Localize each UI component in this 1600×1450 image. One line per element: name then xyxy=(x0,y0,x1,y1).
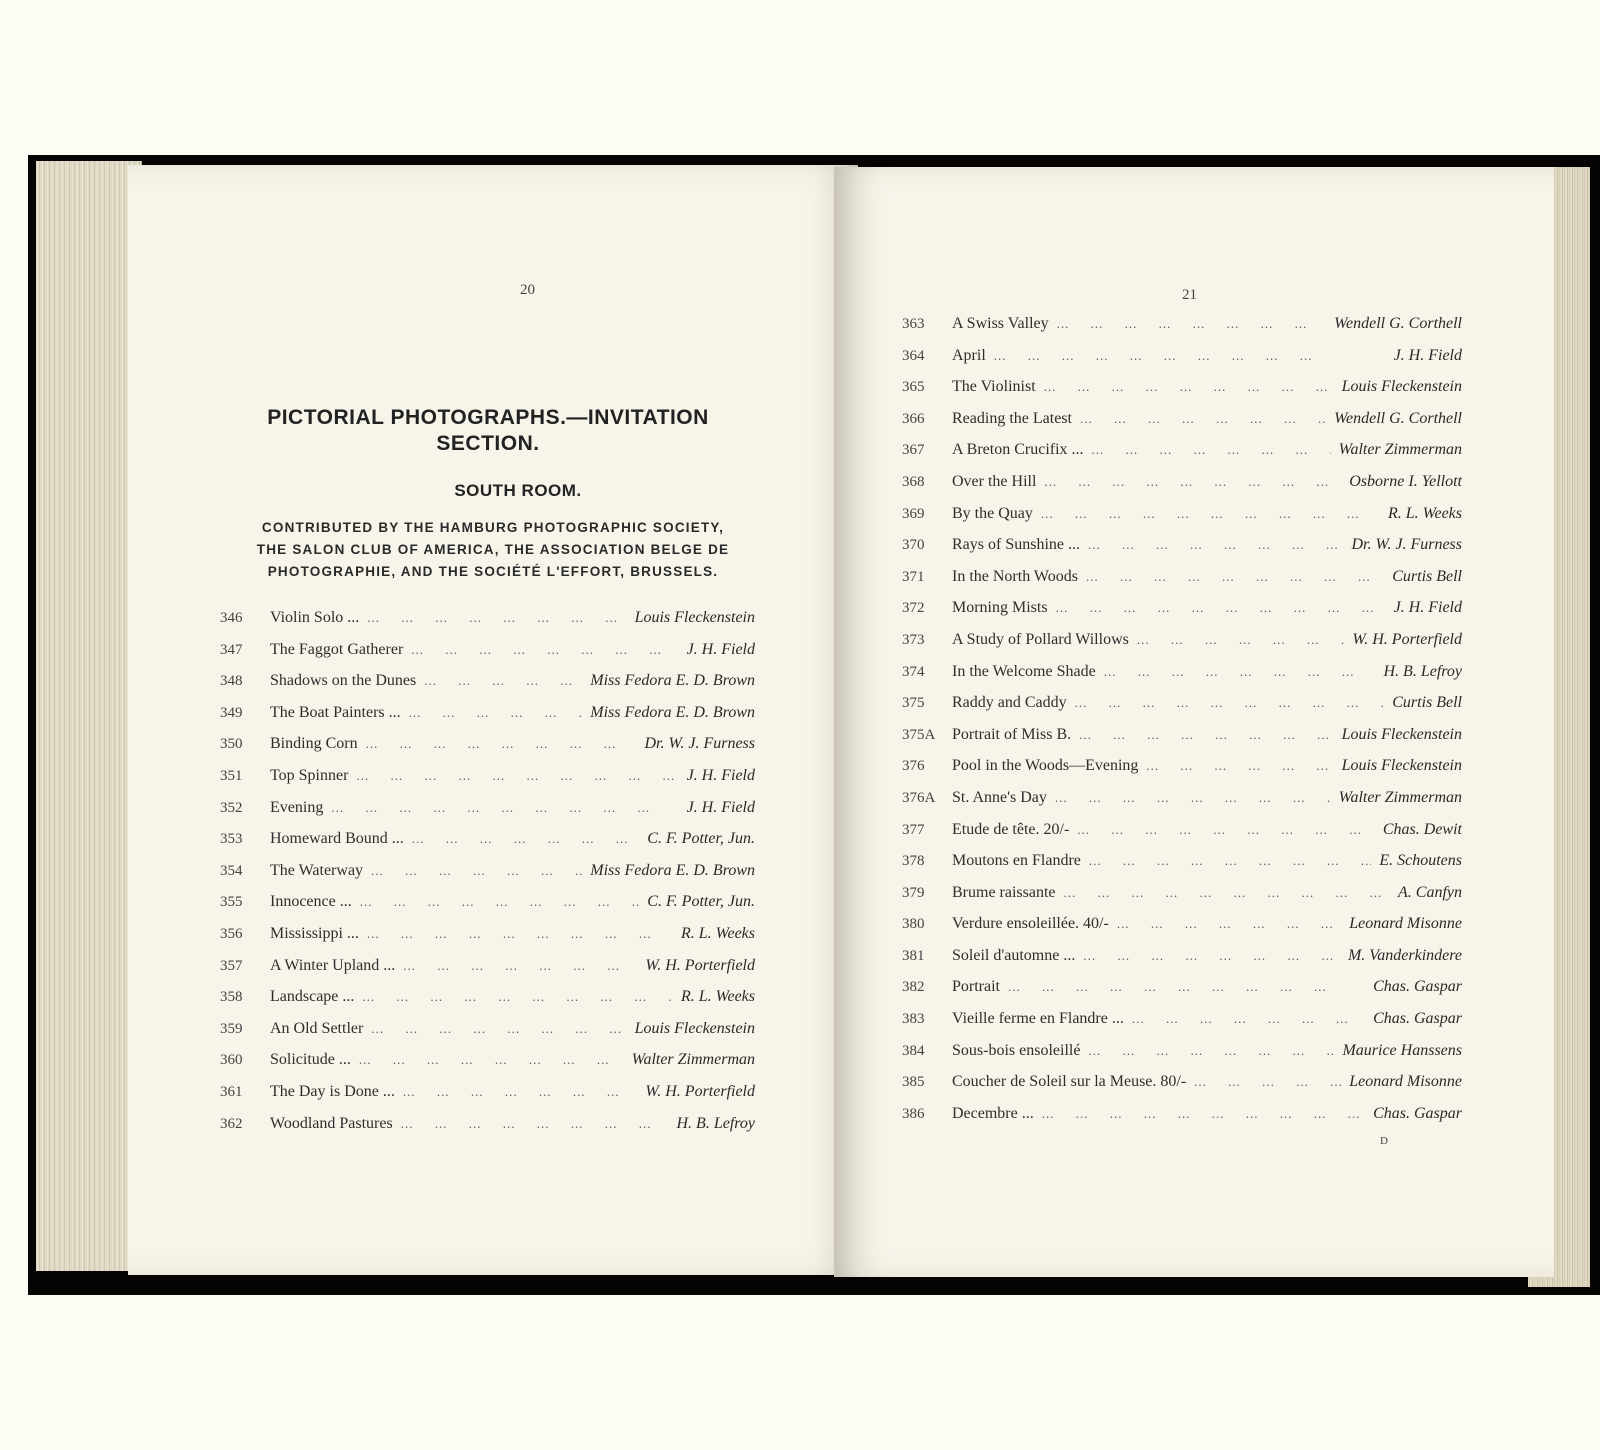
dot-leader xyxy=(1117,916,1341,932)
catalogue-list xyxy=(902,315,1462,1136)
entry-title: The Waterway xyxy=(270,861,364,879)
entry-title: The Faggot Gatherer xyxy=(270,640,404,658)
entry-number: 373 xyxy=(902,631,925,648)
catalogue-entry xyxy=(902,1042,1462,1074)
entry-title: Moutons en Flandre xyxy=(952,852,1081,870)
entry-title: Soleil d'automne ... xyxy=(952,946,1076,964)
catalogue-entry xyxy=(902,505,1462,537)
catalogue-entry xyxy=(220,609,755,641)
entry-title: Portrait of Miss B. xyxy=(952,725,1072,743)
entry-artist: R. L. Weeks xyxy=(680,988,755,1006)
entry-title: Mississippi ... xyxy=(270,924,359,942)
entry-title: Over the Hill xyxy=(952,472,1037,490)
catalogue-entry xyxy=(902,694,1462,726)
catalogue-entry xyxy=(220,988,755,1020)
entry-number: 364 xyxy=(902,347,925,364)
entry-number: 362 xyxy=(220,1115,243,1132)
dot-leader xyxy=(371,1021,626,1037)
dot-leader xyxy=(366,736,637,752)
catalogue-entry xyxy=(902,1010,1462,1042)
dot-leader xyxy=(1137,632,1345,648)
entry-number: 349 xyxy=(220,704,243,721)
catalogue-entry xyxy=(902,757,1462,789)
catalogue-entry xyxy=(220,1051,755,1083)
entry-number: 375A xyxy=(902,726,936,743)
entry-number: 363 xyxy=(902,316,925,332)
catalogue-entry xyxy=(220,893,755,925)
entry-number: 348 xyxy=(220,673,243,690)
entry-artist: Walter Zimmerman xyxy=(1338,788,1462,806)
entry-title: Shadows on the Dunes xyxy=(270,672,417,690)
entry-artist: Wendell G. Corthell xyxy=(1334,409,1462,427)
entry-artist: Wendell G. Corthell xyxy=(1334,315,1462,332)
dot-leader xyxy=(401,1116,669,1132)
entry-artist: Leonard Misonne xyxy=(1349,1073,1462,1091)
page-number: 21 xyxy=(1182,287,1197,303)
entry-title: The Boat Painters ... xyxy=(270,703,401,721)
entry-title: A Winter Upland ... xyxy=(270,956,396,974)
entry-number: 378 xyxy=(902,853,925,870)
entry-number: 386 xyxy=(902,1105,925,1122)
right-page xyxy=(834,167,1554,1277)
dot-leader xyxy=(1089,853,1371,869)
entry-artist: Osborne I. Yellott xyxy=(1349,472,1462,490)
entry-number: 385 xyxy=(902,1074,925,1091)
dot-leader xyxy=(367,610,626,626)
entry-title: Coucher de Soleil sur la Meuse. 80/- xyxy=(952,1073,1187,1091)
entry-number: 353 xyxy=(220,831,243,848)
entry-artist: W. H. Porterfield xyxy=(1352,630,1462,648)
dot-leader xyxy=(367,926,673,942)
dot-leader xyxy=(1080,411,1326,427)
entry-artist: C. F. Potter, Jun. xyxy=(647,830,755,848)
dot-leader xyxy=(403,958,637,974)
entry-number: 380 xyxy=(902,916,925,933)
entry-title: In the Welcome Shade xyxy=(952,662,1096,680)
entry-title: The Violinist xyxy=(952,378,1036,396)
entry-number: 366 xyxy=(902,410,925,427)
heading-line: PICTORIAL PHOTOGRAPHS.—INVITATION xyxy=(267,406,709,429)
catalogue-entry xyxy=(220,862,755,894)
dot-leader xyxy=(359,1052,624,1068)
dot-leader xyxy=(409,705,583,721)
contributors-line: THE SALON CLUB OF AMERICA, THE ASSOCIATION BELGE DE xyxy=(256,542,730,557)
dot-leader xyxy=(1088,537,1343,553)
entry-number: 379 xyxy=(902,884,925,901)
entry-number: 382 xyxy=(902,979,925,996)
dot-leader xyxy=(994,348,1386,364)
entry-title: A Swiss Valley xyxy=(952,315,1049,332)
catalogue-entry xyxy=(220,925,755,957)
entry-number: 368 xyxy=(902,473,925,490)
entry-title: Woodland Pastures xyxy=(270,1114,393,1132)
catalogue-entry xyxy=(902,599,1462,631)
entry-title: Top Spinner xyxy=(270,766,349,784)
catalogue-entry xyxy=(902,536,1462,568)
catalogue-entry xyxy=(902,1073,1462,1105)
heading-line: SECTION. xyxy=(436,432,540,455)
dot-leader xyxy=(1088,1043,1334,1059)
entry-artist: H. B. Lefroy xyxy=(1383,662,1462,680)
entry-title: Landscape ... xyxy=(270,988,355,1006)
dot-leader xyxy=(1044,474,1341,490)
catalogue-entry xyxy=(220,1083,755,1115)
entry-artist: Leonard Misonne xyxy=(1349,915,1462,933)
entry-title: Morning Mists xyxy=(952,599,1048,617)
catalogue-entry xyxy=(902,568,1462,600)
dot-leader xyxy=(1194,1074,1341,1090)
entry-title: Homeward Bound ... xyxy=(270,830,404,848)
contributors-line: CONTRIBUTED BY THE HAMBURG PHOTOGRAPHIC SOCIETY, xyxy=(261,520,725,535)
catalogue-entry xyxy=(220,672,755,704)
left-page xyxy=(128,165,858,1275)
catalogue-entry xyxy=(220,1020,755,1052)
entry-artist: Miss Fedora E. D. Brown xyxy=(590,861,755,879)
dot-leader xyxy=(403,1084,638,1100)
entry-artist: Maurice Hanssens xyxy=(1342,1041,1462,1059)
catalogue-entry xyxy=(220,799,755,831)
entry-title: Binding Corn xyxy=(270,735,358,753)
entry-artist: Louis Fleckenstein xyxy=(634,609,755,626)
entry-artist: J. H. Field xyxy=(686,640,755,658)
entry-artist: J. H. Field xyxy=(1393,346,1462,364)
entry-artist: W. H. Porterfield xyxy=(645,1082,755,1100)
entry-number: 358 xyxy=(220,989,243,1006)
entry-number: 369 xyxy=(902,505,925,522)
dot-leader xyxy=(1077,822,1375,838)
entry-artist: A. Canfyn xyxy=(1398,883,1462,901)
page-edges-left xyxy=(36,161,142,1271)
entry-number: 370 xyxy=(902,537,925,554)
entry-number: 381 xyxy=(902,947,925,964)
entry-title: April xyxy=(952,346,986,364)
entry-title: Brume raissante xyxy=(952,883,1056,901)
catalogue-entry xyxy=(902,915,1462,947)
entry-number: 356 xyxy=(220,925,243,942)
entry-title: Reading the Latest xyxy=(952,409,1072,427)
entry-artist: Chas. Gaspar xyxy=(1373,1010,1462,1028)
room-heading: SOUTH ROOM. xyxy=(454,481,582,500)
entry-artist: Louis Fleckenstein xyxy=(1341,757,1462,775)
entry-title: An Old Settler xyxy=(270,1019,364,1037)
dot-leader xyxy=(411,642,678,658)
entry-artist: Louis Fleckenstein xyxy=(634,1019,755,1037)
dot-leader xyxy=(1064,885,1390,901)
entry-artist: Chas. Gaspar xyxy=(1373,1104,1462,1122)
dot-leader xyxy=(1075,695,1385,711)
entry-artist: Dr. W. J. Furness xyxy=(644,735,755,753)
catalogue-entry xyxy=(220,767,755,799)
entry-title: Raddy and Caddy xyxy=(952,694,1067,712)
entry-artist: Miss Fedora E. D. Brown xyxy=(590,703,755,721)
entry-number: 354 xyxy=(220,862,243,879)
entry-number: 351 xyxy=(220,767,243,784)
entry-artist: Chas. Dewit xyxy=(1382,820,1462,838)
catalogue-entry xyxy=(902,821,1462,853)
dot-leader xyxy=(1083,948,1340,964)
entry-number: 384 xyxy=(902,1042,925,1059)
entry-artist: Walter Zimmerman xyxy=(1338,441,1462,459)
catalogue-entry xyxy=(220,704,755,736)
entry-number: 346 xyxy=(220,610,243,626)
entry-number: 376 xyxy=(902,758,925,775)
entry-number: 365 xyxy=(902,379,925,396)
entry-title: In the North Woods xyxy=(952,567,1078,585)
catalogue-entry xyxy=(902,1105,1462,1137)
entry-artist: J. H. Field xyxy=(686,766,755,784)
entry-number: 375 xyxy=(902,695,925,712)
dot-leader xyxy=(1056,600,1386,616)
entry-title: Decembre ... xyxy=(952,1104,1034,1122)
entry-title: Vieille ferme en Flandre ... xyxy=(952,1010,1124,1028)
entry-title: By the Quay xyxy=(952,504,1033,522)
catalogue-entry xyxy=(220,830,755,862)
entry-artist: E. Schoutens xyxy=(1379,852,1462,870)
catalogue-entry xyxy=(902,378,1462,410)
catalogue-entry xyxy=(902,473,1462,505)
entry-artist: Louis Fleckenstein xyxy=(1341,725,1462,743)
dot-leader xyxy=(1146,758,1333,774)
dot-leader xyxy=(1055,790,1331,806)
entry-number: 357 xyxy=(220,957,243,974)
dot-leader xyxy=(1079,727,1333,743)
catalogue-entry xyxy=(902,789,1462,821)
catalogue-entry xyxy=(902,947,1462,979)
page-number: 20 xyxy=(520,282,535,298)
open-book xyxy=(28,155,1600,1295)
entry-title: Verdure ensoleillée. 40/- xyxy=(952,915,1109,933)
dot-leader xyxy=(412,831,640,847)
catalogue-entry xyxy=(902,347,1462,379)
signature-mark: D xyxy=(1380,1135,1388,1147)
entry-number: 371 xyxy=(902,568,925,585)
catalogue-entry xyxy=(902,884,1462,916)
entry-number: 360 xyxy=(220,1052,243,1069)
entry-title: Evening xyxy=(270,798,324,816)
dot-leader xyxy=(1008,979,1365,995)
dot-leader xyxy=(1057,316,1327,332)
dot-leader xyxy=(1042,1106,1365,1122)
entry-title: Solicitude ... xyxy=(270,1051,351,1069)
entry-number: 374 xyxy=(902,663,925,680)
catalogue-entry xyxy=(220,957,755,989)
dot-leader xyxy=(1086,569,1384,585)
dot-leader xyxy=(356,768,678,784)
entry-title: St. Anne's Day xyxy=(952,788,1047,806)
contributors-line: PHOTOGRAPHIE, AND THE SOCIÉTÉ L'EFFORT, BRUSSELS. xyxy=(267,564,719,579)
dot-leader xyxy=(362,989,673,1005)
entry-title: Rays of Sunshine ... xyxy=(952,536,1080,554)
entry-artist: J. H. Field xyxy=(1393,599,1462,617)
contributors-note xyxy=(223,517,763,583)
entry-number: 352 xyxy=(220,799,243,816)
catalogue-entry xyxy=(220,735,755,767)
dot-leader xyxy=(1132,1011,1365,1027)
entry-artist: W. H. Porterfield xyxy=(645,956,755,974)
entry-artist: J. H. Field xyxy=(686,798,755,816)
entry-number: 372 xyxy=(902,600,925,617)
catalogue-entry xyxy=(902,410,1462,442)
catalogue-entry xyxy=(220,1115,755,1147)
entry-number: 355 xyxy=(220,894,243,911)
entry-title: A Breton Crucifix ... xyxy=(952,441,1084,459)
entry-artist: M. Vanderkindere xyxy=(1347,946,1462,964)
entry-artist: Chas. Gaspar xyxy=(1373,978,1462,996)
entry-artist: C. F. Potter, Jun. xyxy=(647,893,755,911)
dot-leader xyxy=(1092,442,1331,458)
entry-artist: R. L. Weeks xyxy=(680,924,755,942)
catalogue-entry xyxy=(902,441,1462,473)
section-heading xyxy=(238,405,738,457)
catalogue-entry xyxy=(902,852,1462,884)
entry-artist: Curtis Bell xyxy=(1392,694,1462,712)
entry-number: 377 xyxy=(902,821,925,838)
entry-number: 376A xyxy=(902,789,936,806)
catalogue-entry xyxy=(902,726,1462,758)
entry-number: 359 xyxy=(220,1020,243,1037)
catalogue-entry xyxy=(902,978,1462,1010)
catalogue-entry xyxy=(220,641,755,673)
entry-title: Pool in the Woods—Evening xyxy=(952,757,1139,775)
entry-number: 347 xyxy=(220,641,243,658)
entry-number: 350 xyxy=(220,736,243,753)
entry-title: Innocence ... xyxy=(270,893,352,911)
entry-artist: R. L. Weeks xyxy=(1387,504,1462,522)
entry-title: Etude de tête. 20/- xyxy=(952,820,1070,838)
dot-leader xyxy=(360,894,640,910)
entry-number: 361 xyxy=(220,1083,243,1100)
entry-title: A Study of Pollard Willows xyxy=(952,630,1129,648)
catalogue-entry xyxy=(902,631,1462,663)
entry-number: 367 xyxy=(902,442,925,459)
dot-leader xyxy=(331,800,678,816)
entry-artist: Curtis Bell xyxy=(1392,567,1462,585)
entry-artist: Louis Fleckenstein xyxy=(1341,378,1462,396)
entry-artist: H. B. Lefroy xyxy=(676,1114,755,1132)
catalogue-list xyxy=(220,609,755,1146)
catalogue-entry xyxy=(902,663,1462,695)
entry-title: Portrait xyxy=(952,978,1000,996)
entry-artist: Walter Zimmerman xyxy=(631,1051,755,1069)
entry-title: Violin Solo ... xyxy=(270,609,360,626)
dot-leader xyxy=(371,863,582,879)
dot-leader xyxy=(1044,379,1334,395)
entry-artist: Dr. W. J. Furness xyxy=(1351,536,1462,554)
entry-number: 383 xyxy=(902,1011,925,1028)
catalogue-entry xyxy=(902,315,1462,347)
entry-artist: Miss Fedora E. D. Brown xyxy=(590,672,755,690)
dot-leader xyxy=(424,673,582,689)
entry-title: Sous-bois ensoleillé xyxy=(952,1041,1081,1059)
entry-title: The Day is Done ... xyxy=(270,1082,395,1100)
dot-leader xyxy=(1104,664,1376,680)
dot-leader xyxy=(1041,506,1380,522)
